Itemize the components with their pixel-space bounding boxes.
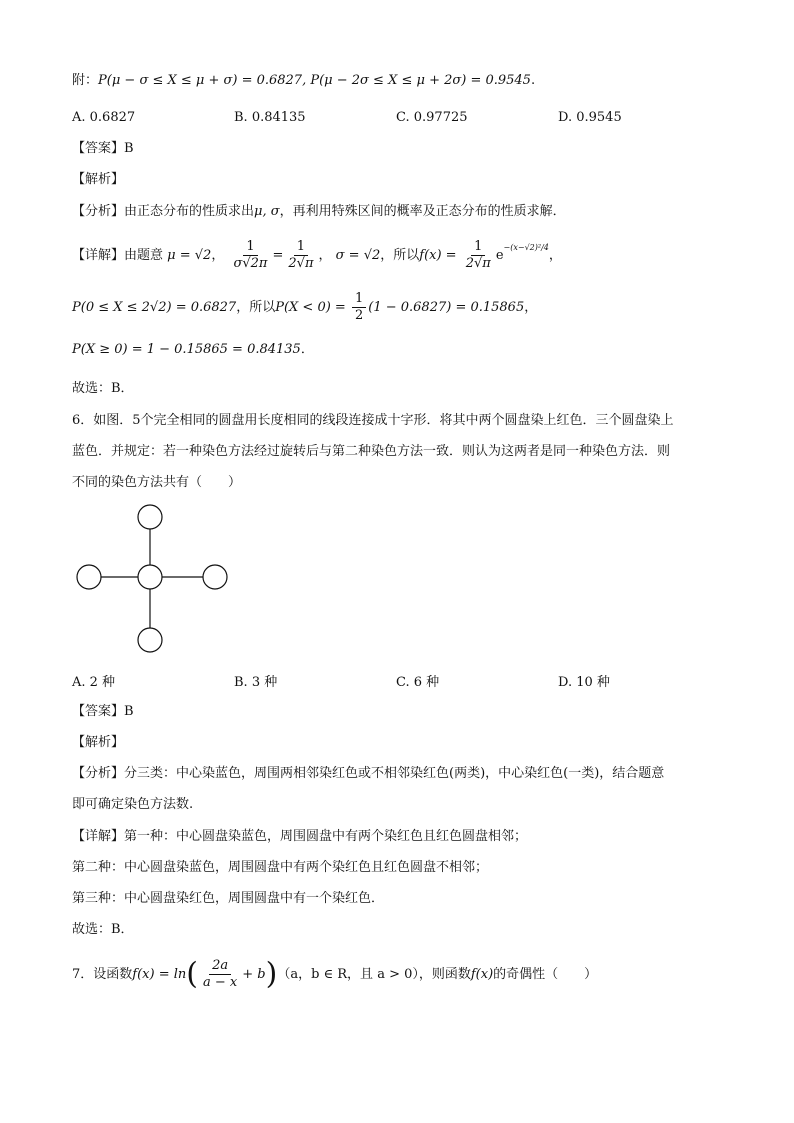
q6-option-a: A. 2 种	[72, 675, 116, 690]
q5-option-d: D. 0.9545	[558, 110, 622, 125]
q6-fenxi-line1: 【分析】分三类：中心染蓝色，周围两相邻染红色或不相邻染红色(两类)，中心染红色(一类)，结合题意	[72, 766, 665, 781]
q6-detail-line2: 第二种：中心圆盘染蓝色，周围圆盘中有两个染红色且红色圆盘不相邻；	[72, 860, 489, 875]
q6-choose: 故选：B．	[72, 922, 134, 937]
q6-answer: 【答案】B	[72, 704, 134, 719]
q6-cross-figure	[60, 500, 240, 660]
q6-option-d: D. 10 种	[558, 675, 610, 690]
q5-detail-line3: P(X ≥ 0) = 1 − 0.15865 = 0.84135．	[72, 342, 314, 357]
top-disc	[138, 505, 162, 529]
center-disc	[138, 565, 162, 589]
q5-answer: 【答案】B	[72, 141, 134, 156]
fraction: $\frac{1}{\sigma√2\pi}$	[233, 239, 268, 271]
q6-stem-line1: 6．如图．5个完全相同的圆盘用长度相同的线段连接成十字形．将其中两个圆盘染上红色．三个圆盘染上	[72, 413, 674, 428]
q5-choose: 故选：B．	[72, 381, 134, 396]
q6-fenxi-line2: 即可确定染色方法数.	[72, 797, 194, 812]
q5-note-formula: P(μ − σ ≤ X ≤ μ + σ) = 0.6827, P(μ − 2σ ≤ X ≤ μ + 2σ) = 0.9545	[98, 73, 531, 88]
q6-option-c: C. 6 种	[396, 675, 440, 690]
q7-stem: 7．设函数f(x) = ln( $\frac{2a}{a - x}$ + b)（a，b ∈ R，且 a > 0），则函数f(x)的奇偶性（ ）	[72, 956, 598, 992]
fraction: $\frac{2a}{a - x}$	[202, 958, 238, 990]
q6-stem-line3: 不同的染色方法共有（ ）	[72, 475, 242, 490]
fraction: $\frac{1}{2}$	[352, 291, 366, 324]
q5-detail-line2: P(0 ≤ X ≤ 2√2) = 0.6827，所以P(X < 0) = $\frac{1}{2}$ (1 − 0.6827) = 0.15865，	[72, 291, 538, 323]
q5-option-c: C. 0.97725	[396, 110, 468, 125]
q6-stem-line2: 蓝色．并规定：若一种染色方法经过旋转后与第二种染色方法一致．则认为这两者是同一种染色方法．则	[72, 444, 671, 459]
q5-option-a: A. 0.6827	[72, 110, 136, 125]
q5-detail-line1: 【详解】由题意 μ = √2， $\frac{1}{\sigma√2\pi}$ = $\frac{1}{2√\pi}$ ， σ = √2，所以f(x) = $\frac{1}{2√\pi}$ $e^{-(x-√2)^2/4}$，	[72, 239, 562, 271]
bottom-disc	[138, 628, 162, 652]
right-disc	[203, 565, 227, 589]
q6-detail-line1: 【详解】第一种：中心圆盘染蓝色，周围圆盘中有两个染红色且红色圆盘相邻；	[72, 829, 528, 844]
q6-analysis-label: 【解析】	[72, 735, 125, 750]
fraction: $\frac{1}{2√\pi}$	[288, 239, 314, 271]
q6-detail-line3: 第三种：中心圆盘染红色，周围圆盘中有一个染红色．	[72, 891, 385, 906]
q6-option-b: B. 3 种	[234, 675, 278, 690]
q5-note: 附：P(μ − σ ≤ X ≤ μ + σ) = 0.6827, P(μ − 2σ ≤ X ≤ μ + 2σ) = 0.9545.	[72, 73, 536, 88]
q5-fenxi: 【分析】由正态分布的性质求出μ, σ，再利用特殊区间的概率及正态分布的性质求解．	[72, 204, 566, 219]
q5-analysis-label: 【解析】	[72, 172, 125, 187]
q5-option-b: B. 0.84135	[234, 110, 306, 125]
left-disc	[77, 565, 101, 589]
fraction: $\frac{1}{2√\pi}$	[465, 239, 491, 271]
